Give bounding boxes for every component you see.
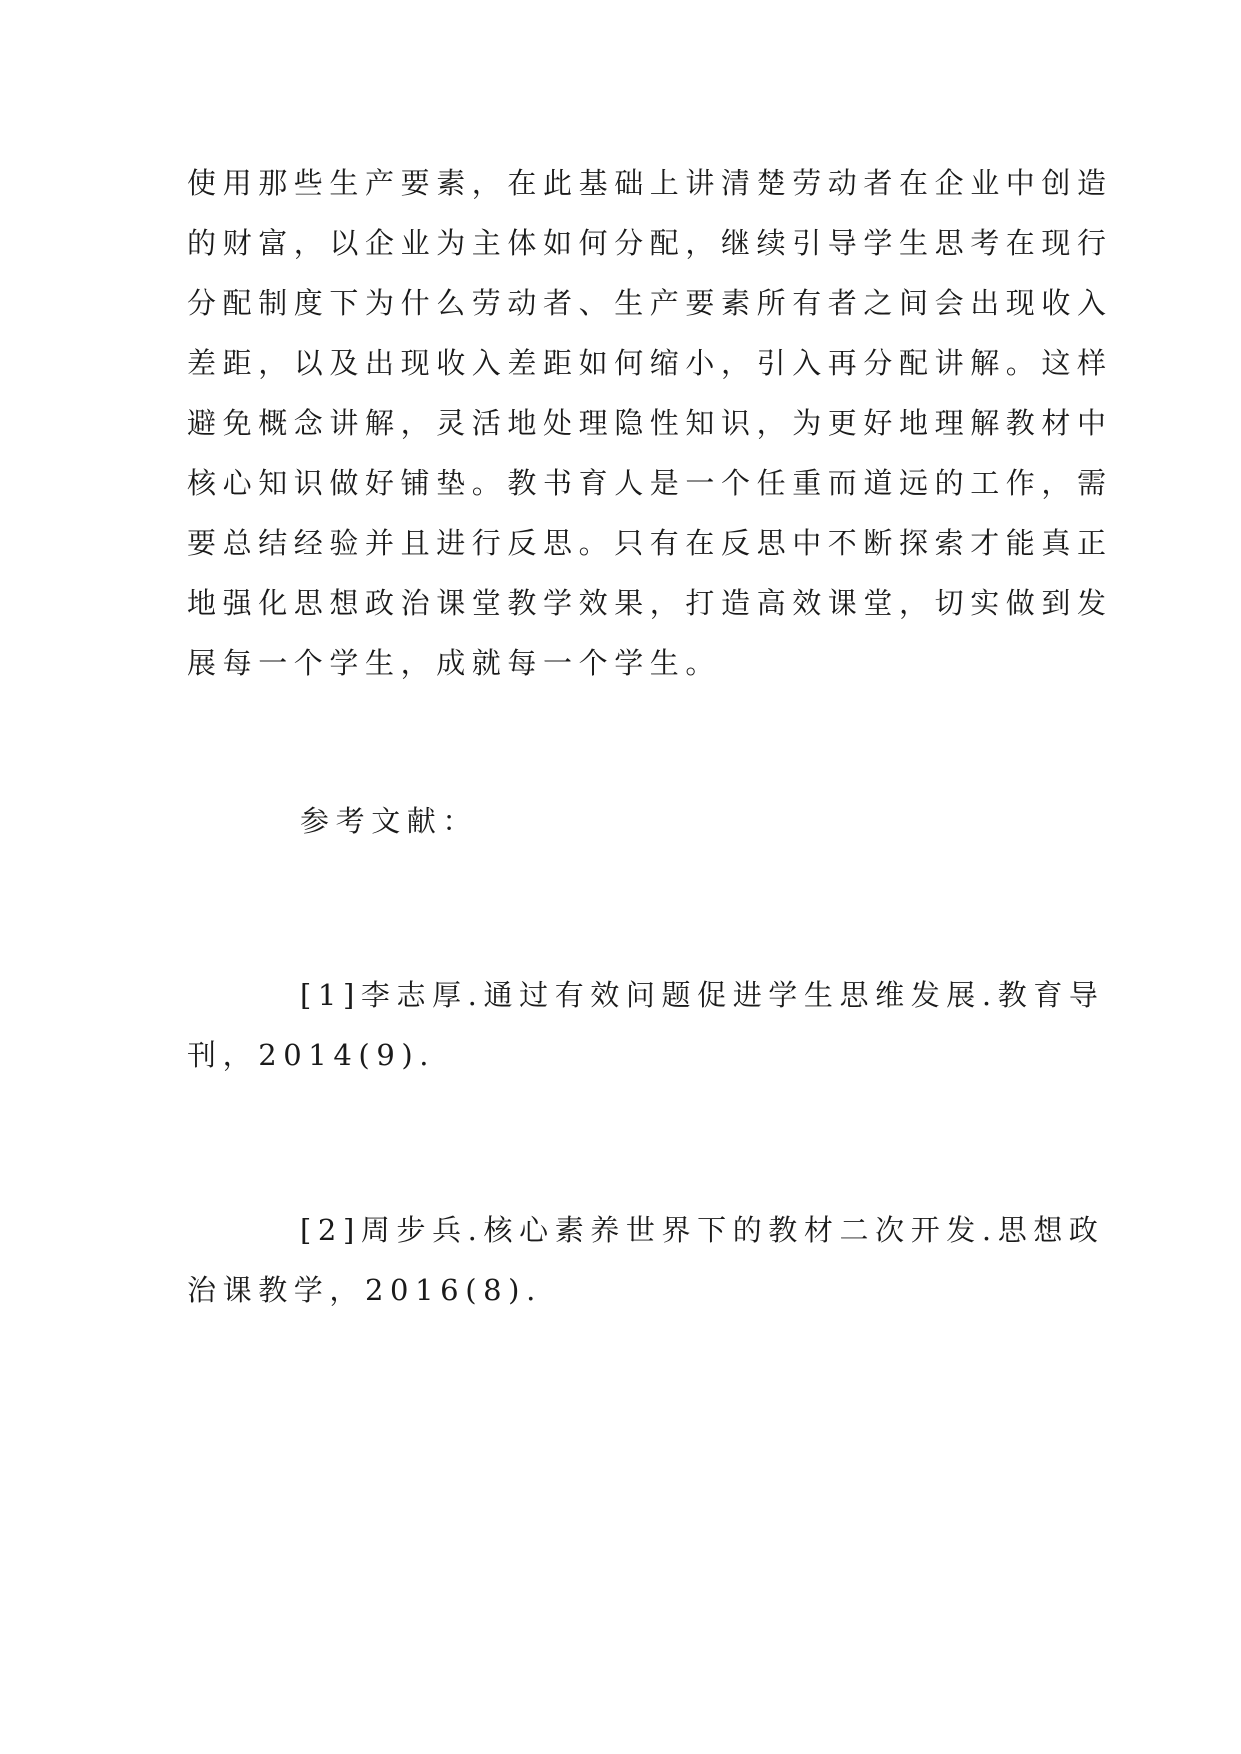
paragraph-line: 核心知识做好铺垫。教书育人是一个任重而道远的工作，需 <box>187 466 1113 500</box>
paragraph-line: 使用那些生产要素，在此基础上讲清楚劳动者在企业中创造 <box>187 166 1113 200</box>
paragraph-line: 分配制度下为什么劳动者、生产要素所有者之间会出现收入 <box>187 286 1113 320</box>
reference-item-2-line-1: [2]周步兵.核心素养世界下的教材二次开发.思想政 <box>300 1213 1105 1247</box>
paragraph-line: 差距，以及出现收入差距如何缩小，引入再分配讲解。这样 <box>187 346 1113 380</box>
references-heading: 参考文献： <box>300 804 479 838</box>
reference-item-1-line-2: 刊，2014(9). <box>187 1038 436 1072</box>
paragraph-line: 避免概念讲解，灵活地处理隐性知识，为更好地理解教材中 <box>187 406 1113 440</box>
reference-item-2-line-2: 治课教学，2016(8). <box>187 1273 542 1307</box>
paragraph-line: 地强化思想政治课堂教学效果，打造高效课堂，切实做到发 <box>187 586 1113 620</box>
paragraph-line: 的财富，以企业为主体如何分配，继续引导学生思考在现行 <box>187 226 1113 260</box>
paragraph-line: 展每一个学生，成就每一个学生。 <box>187 646 722 680</box>
reference-item-1-line-1: [1]李志厚.通过有效问题促进学生思维发展.教育导 <box>300 978 1105 1012</box>
paragraph-line: 要总结经验并且进行反思。只有在反思中不断探索才能真正 <box>187 526 1113 560</box>
